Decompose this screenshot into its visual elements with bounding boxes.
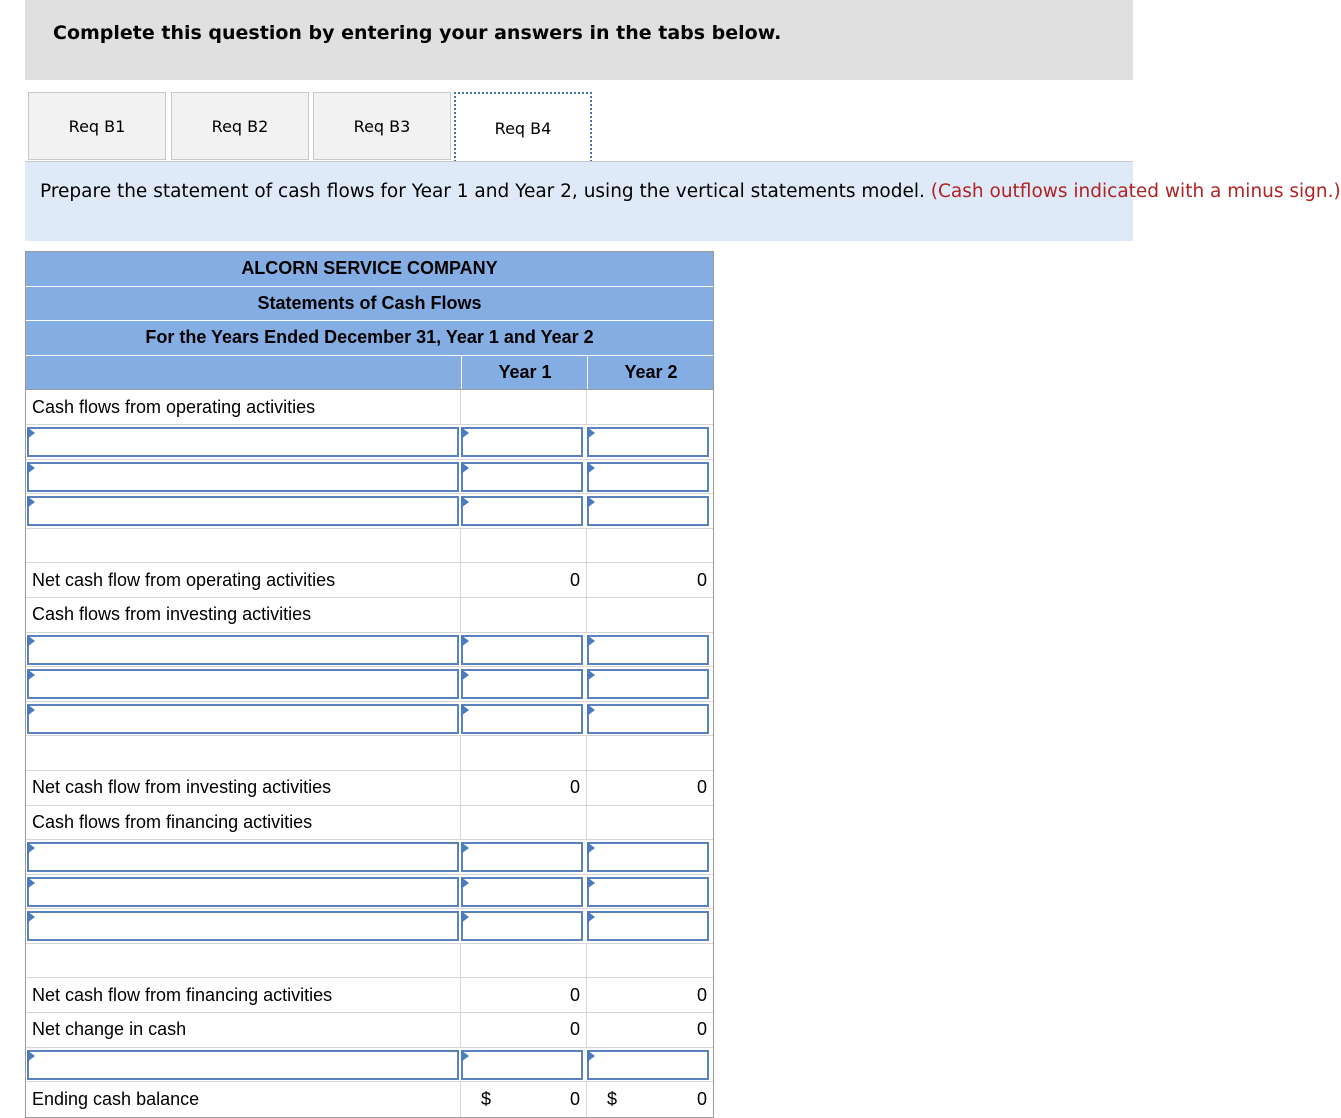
operating-line-3-year1-input[interactable] <box>461 496 583 526</box>
financing-net-year1: 0 <box>461 978 587 1012</box>
beginning-balance-year1-input[interactable] <box>461 1050 583 1080</box>
ending-balance-year1: 0 <box>569 1089 580 1110</box>
dropdown-arrow-icon <box>27 877 35 889</box>
column-header-row <box>26 356 713 391</box>
investing-input-row-1 <box>26 633 713 668</box>
investing-line-1-year1-input[interactable] <box>461 635 583 665</box>
financing-header: Cash flows from financing activities <box>26 806 461 840</box>
net-change-row <box>26 1013 713 1048</box>
dropdown-arrow-icon <box>461 877 469 889</box>
beginning-balance-year2-input[interactable] <box>587 1050 709 1080</box>
investing-line-3-year1-input[interactable] <box>461 704 583 734</box>
dropdown-arrow-icon <box>461 496 469 508</box>
dropdown-arrow-icon <box>27 669 35 681</box>
operating-spacer-row <box>26 529 713 564</box>
investing-line-3-label-input[interactable] <box>27 704 459 734</box>
investing-net-row <box>26 771 713 806</box>
dropdown-arrow-icon <box>587 427 595 439</box>
dropdown-arrow-icon <box>27 635 35 647</box>
financing-header-row <box>26 806 713 841</box>
ending-balance-year2: 0 <box>696 1089 707 1110</box>
financing-net-label: Net cash flow from financing activities <box>26 978 461 1012</box>
financing-spacer-row <box>26 944 713 979</box>
dropdown-arrow-icon <box>461 462 469 474</box>
financing-line-2-year2-input[interactable] <box>587 877 709 907</box>
operating-line-1-label-input[interactable] <box>27 427 459 457</box>
dropdown-arrow-icon <box>587 911 595 923</box>
company-name: ALCORN SERVICE COMPANY <box>26 252 713 287</box>
financing-line-2-year1-input[interactable] <box>461 877 583 907</box>
investing-net-year1: 0 <box>461 771 587 805</box>
operating-line-3-label-input[interactable] <box>27 496 459 526</box>
investing-input-row-3 <box>26 702 713 737</box>
dropdown-arrow-icon <box>587 877 595 889</box>
column-year-2: Year 2 <box>587 356 714 390</box>
operating-line-2-year2-input[interactable] <box>587 462 709 492</box>
net-change-year1: 0 <box>461 1013 587 1047</box>
currency-symbol: $ <box>607 1089 618 1110</box>
investing-spacer-row <box>26 736 713 771</box>
investing-line-1-year2-input[interactable] <box>587 635 709 665</box>
cash-flow-statement <box>25 251 714 1118</box>
financing-net-year2: 0 <box>696 984 707 1005</box>
operating-net-label: Net cash flow from operating activities <box>26 563 461 597</box>
banner-text: Complete this question by entering your answers in the tabs below. <box>53 22 782 44</box>
dropdown-arrow-icon <box>587 635 595 647</box>
statement-title: Statements of Cash Flows <box>26 287 713 322</box>
financing-input-row-3 <box>26 909 713 944</box>
dropdown-arrow-icon <box>27 427 35 439</box>
investing-line-1-label-input[interactable] <box>27 635 459 665</box>
beginning-balance-input-row <box>26 1048 713 1083</box>
financing-line-2-label-input[interactable] <box>27 877 459 907</box>
dropdown-arrow-icon <box>461 704 469 716</box>
dropdown-arrow-icon <box>461 1050 469 1062</box>
tab-req-b3[interactable]: Req B3 <box>313 92 451 160</box>
dropdown-arrow-icon <box>587 496 595 508</box>
dropdown-arrow-icon <box>27 911 35 923</box>
dropdown-arrow-icon <box>587 1050 595 1062</box>
net-change-label: Net change in cash <box>26 1013 461 1047</box>
investing-line-2-year1-input[interactable] <box>461 669 583 699</box>
operating-line-3-year2-input[interactable] <box>587 496 709 526</box>
operating-line-1-year2-input[interactable] <box>587 427 709 457</box>
operating-input-row-3 <box>26 494 713 529</box>
operating-line-2-year1-input[interactable] <box>461 462 583 492</box>
ending-balance-label: Ending cash balance <box>26 1082 461 1117</box>
investing-input-row-2 <box>26 667 713 702</box>
operating-net-year2: 0 <box>696 569 707 590</box>
investing-line-2-label-input[interactable] <box>27 669 459 699</box>
instructions-main: Prepare the statement of cash flows for Year 1 and Year 2, using the vertical statements model. <box>40 181 931 202</box>
investing-header-row <box>26 598 713 633</box>
operating-line-1-year1-input[interactable] <box>461 427 583 457</box>
column-year-1: Year 1 <box>461 356 588 390</box>
dropdown-arrow-icon <box>27 496 35 508</box>
dropdown-arrow-icon <box>27 704 35 716</box>
currency-symbol: $ <box>481 1089 492 1110</box>
net-change-year2: 0 <box>696 1019 707 1040</box>
beginning-balance-label-input[interactable] <box>27 1050 459 1080</box>
investing-line-2-year2-input[interactable] <box>587 669 709 699</box>
ending-balance-row <box>26 1082 713 1117</box>
financing-input-row-1 <box>26 840 713 875</box>
dropdown-arrow-icon <box>461 635 469 647</box>
financing-line-1-year1-input[interactable] <box>461 842 583 872</box>
dropdown-arrow-icon <box>461 427 469 439</box>
financing-line-1-label-input[interactable] <box>27 842 459 872</box>
operating-input-row-1 <box>26 425 713 460</box>
dropdown-arrow-icon <box>461 669 469 681</box>
operating-line-2-label-input[interactable] <box>27 462 459 492</box>
tab-req-b2[interactable]: Req B2 <box>171 92 309 160</box>
ending-balance-year2-cell <box>587 1082 713 1117</box>
dropdown-arrow-icon <box>27 1050 35 1062</box>
tab-req-b1[interactable]: Req B1 <box>28 92 166 160</box>
dropdown-arrow-icon <box>461 842 469 854</box>
investing-net-label: Net cash flow from investing activities <box>26 771 461 805</box>
dropdown-arrow-icon <box>27 842 35 854</box>
instruction-banner <box>25 0 1133 80</box>
financing-line-1-year2-input[interactable] <box>587 842 709 872</box>
tab-req-b4[interactable]: Req B4 <box>454 92 592 162</box>
financing-line-3-year2-input[interactable] <box>587 911 709 941</box>
financing-line-3-label-input[interactable] <box>27 911 459 941</box>
investing-header: Cash flows from investing activities <box>26 598 461 632</box>
instructions <box>25 162 1341 241</box>
investing-line-3-year2-input[interactable] <box>587 704 709 734</box>
dropdown-arrow-icon <box>587 704 595 716</box>
operating-input-row-2 <box>26 460 713 495</box>
statement-period: For the Years Ended December 31, Year 1 and Year 2 <box>26 321 713 356</box>
investing-net-year2: 0 <box>696 777 707 798</box>
operating-net-row <box>26 563 713 598</box>
operating-header-row <box>26 390 713 425</box>
financing-net-row <box>26 978 713 1013</box>
dropdown-arrow-icon <box>27 462 35 474</box>
dropdown-arrow-icon <box>461 911 469 923</box>
financing-input-row-2 <box>26 875 713 910</box>
operating-net-year1: 0 <box>461 563 587 597</box>
financing-line-3-year1-input[interactable] <box>461 911 583 941</box>
dropdown-arrow-icon <box>587 842 595 854</box>
dropdown-arrow-icon <box>587 669 595 681</box>
ending-balance-year1-cell <box>461 1082 587 1117</box>
operating-header: Cash flows from operating activities <box>26 390 461 424</box>
dropdown-arrow-icon <box>587 462 595 474</box>
instructions-note: (Cash outflows indicated with a minus sign.) <box>930 181 1341 202</box>
